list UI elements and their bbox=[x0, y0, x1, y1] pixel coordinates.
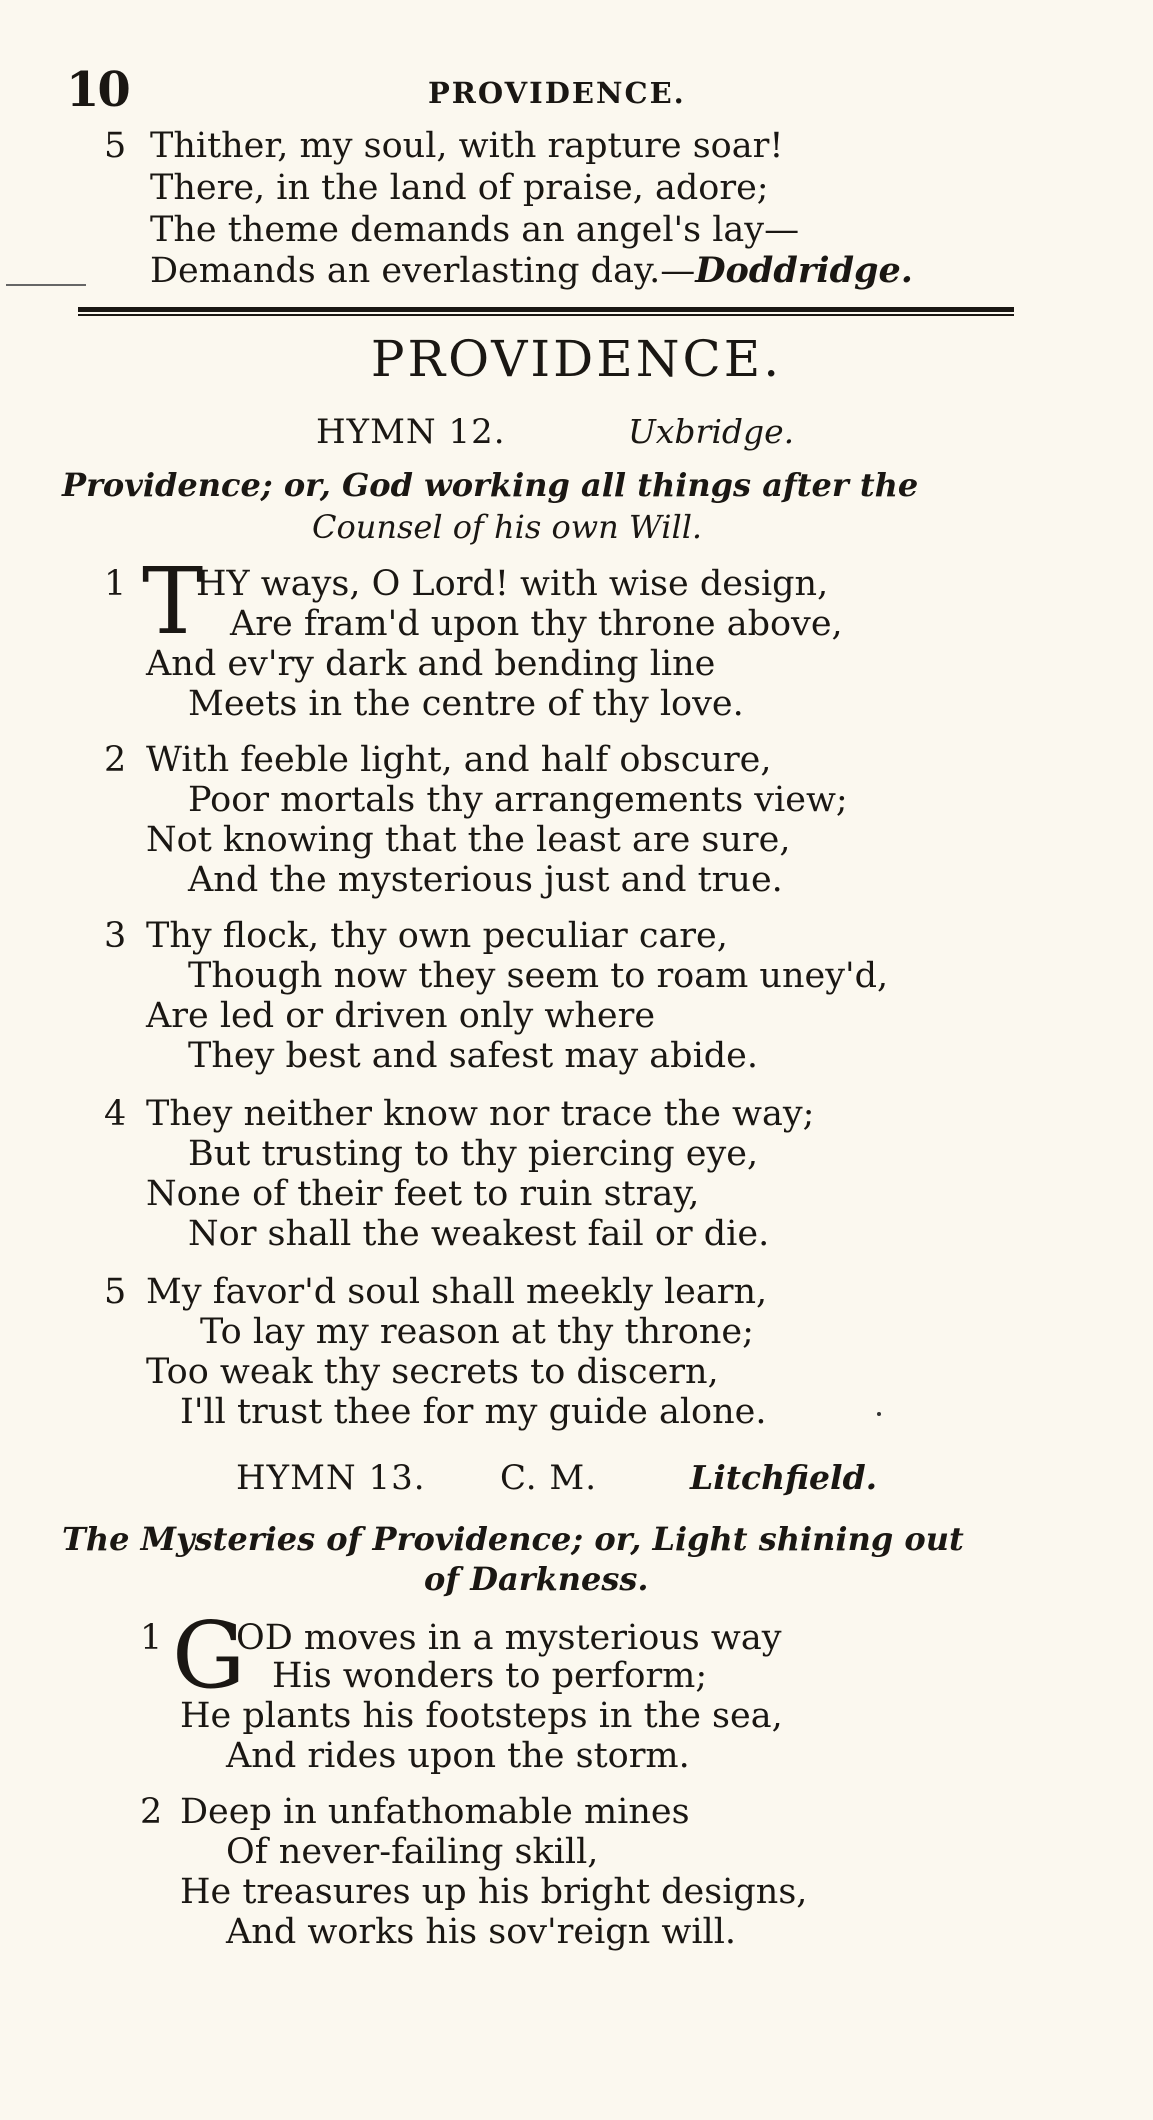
hymn12-subtitle-1: Providence; or, God working all things after the bbox=[62, 466, 919, 504]
h12-v1-line-2: Are fram'd upon thy throne above, bbox=[230, 604, 843, 644]
section-rule-thick bbox=[78, 307, 1014, 312]
h12-v5-line-1: My favor'd soul shall meekly learn, bbox=[146, 1272, 768, 1312]
h13-v1-line-1: OD moves in a mysterious way bbox=[236, 1618, 782, 1658]
running-title: PROVIDENCE. bbox=[428, 76, 686, 110]
section-title: PROVIDENCE. bbox=[370, 330, 783, 388]
h13-v2-number: 2 bbox=[140, 1792, 163, 1832]
h13-v1-number: 1 bbox=[140, 1618, 163, 1658]
h13-v2-line-4: And works his sov'reign will. bbox=[226, 1912, 737, 1952]
hymn13-subtitle-1: The Mysteries of Providence; or, Light shining out bbox=[62, 1520, 964, 1558]
hymn12-subtitle-2: Counsel of his own Will. bbox=[312, 508, 703, 546]
prev-line-4-text: Demands an everlasting day.— bbox=[150, 251, 696, 291]
h12-v1-line-4: Meets in the centre of thy love. bbox=[188, 684, 744, 724]
h12-v2-number: 2 bbox=[104, 740, 127, 780]
h12-v5-line-4: I'll trust thee for my guide alone. bbox=[180, 1392, 767, 1432]
h13-v2-line-1: Deep in unfathomable mines bbox=[180, 1792, 690, 1832]
h13-v1-line-2: His wonders to perform; bbox=[272, 1656, 708, 1696]
prev-hymn-author: Doddridge. bbox=[695, 250, 913, 291]
h12-v4-number: 4 bbox=[104, 1094, 127, 1134]
hymn12-tune: Uxbridge. bbox=[628, 412, 795, 451]
stray-dot bbox=[877, 1412, 881, 1416]
h12-v5-line-3: Too weak thy secrets to discern, bbox=[146, 1352, 719, 1392]
h12-v5-line-2: To lay my reason at thy throne; bbox=[200, 1312, 754, 1352]
h12-v3-line-4: They best and safest may abide. bbox=[188, 1036, 759, 1076]
h13-v2-line-3: He treasures up his bright designs, bbox=[180, 1872, 808, 1912]
hymn13-meter: C. M. bbox=[500, 1458, 598, 1498]
h12-v1-number: 1 bbox=[104, 564, 127, 604]
h12-v2-line-1: With feeble light, and half obscure, bbox=[146, 740, 772, 780]
hymn13-subtitle-2: of Darkness. bbox=[424, 1560, 649, 1598]
h12-v2-line-3: Not knowing that the least are sure, bbox=[146, 820, 791, 860]
h13-v1-line-4: And rides upon the storm. bbox=[226, 1736, 690, 1776]
section-rule-thin bbox=[78, 314, 1014, 316]
h12-v3-number: 3 bbox=[104, 916, 127, 956]
h13-dropcap: G bbox=[172, 1602, 246, 1709]
prev-line-3: The theme demands an angel's lay— bbox=[150, 210, 800, 250]
margin-dash bbox=[6, 284, 86, 286]
h12-v4-line-4: Nor shall the weakest fail or die. bbox=[188, 1214, 770, 1254]
h12-v5-number: 5 bbox=[104, 1272, 127, 1312]
prev-verse-number: 5 bbox=[104, 126, 127, 166]
h12-v2-line-4: And the mysterious just and true. bbox=[188, 860, 783, 900]
h12-v2-line-2: Poor mortals thy arrangements view; bbox=[188, 780, 848, 820]
prev-line-1: Thither, my soul, with rapture soar! bbox=[150, 126, 784, 166]
h12-v1-line-3: And ev'ry dark and bending line bbox=[146, 644, 716, 684]
h12-v3-line-3: Are led or driven only where bbox=[146, 996, 656, 1036]
h12-v4-line-3: None of their feet to ruin stray, bbox=[146, 1174, 700, 1214]
h12-v4-line-2: But trusting to thy piercing eye, bbox=[188, 1134, 759, 1174]
page-number: 10 bbox=[66, 62, 129, 118]
h12-dropcap: T bbox=[142, 548, 204, 655]
h12-v4-line-1: They neither know nor trace the way; bbox=[146, 1094, 815, 1134]
hymn13-heading: HYMN 13. bbox=[236, 1458, 426, 1498]
prev-line-2: There, in the land of praise, adore; bbox=[150, 168, 769, 208]
h13-v1-line-3: He plants his footsteps in the sea, bbox=[180, 1696, 783, 1736]
prev-line-4 bbox=[150, 251, 913, 291]
hymn12-heading: HYMN 12. bbox=[316, 412, 506, 452]
h12-v1-line-1: HY ways, O Lord! with wise design, bbox=[196, 564, 829, 604]
hymn13-tune: Litchfield. bbox=[690, 1458, 878, 1497]
h12-v3-line-2: Though now they seem to roam uney'd, bbox=[188, 956, 889, 996]
h13-v2-line-2: Of never-failing skill, bbox=[226, 1832, 599, 1872]
h12-v3-line-1: Thy flock, thy own peculiar care, bbox=[146, 916, 728, 956]
